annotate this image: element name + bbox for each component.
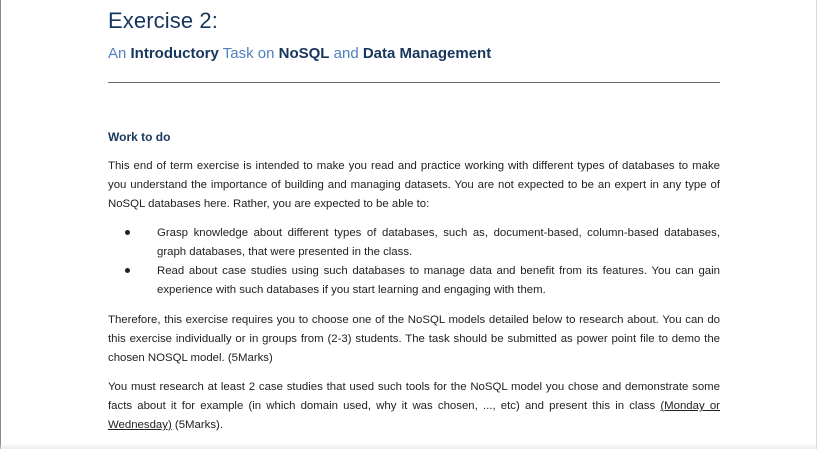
- list-item: [125, 262, 720, 300]
- exercise-title: Exercise 2:: [108, 8, 218, 33]
- page-bottom-shadow: [0, 443, 817, 449]
- horizontal-rule: [108, 82, 720, 83]
- case-study-text: You must research at least 2 case studies that used such tools for the NoSQL model you chose and demonstrate some facts about it for example (in which domain used, why it was chosen, ..., etc) and present this in class: [108, 381, 720, 412]
- subtitle-part-3: Task on: [218, 45, 279, 62]
- subtitle-part-6: Data Management: [362, 45, 492, 62]
- subtitle-part-1: An: [108, 45, 131, 62]
- subtitle-part-5: and: [329, 45, 363, 62]
- bullet-icon: [125, 230, 130, 235]
- page-left-edge: [0, 0, 1, 449]
- list-item: [125, 224, 720, 262]
- list-item-text: Read about case studies using such databases to manage data and benefit from its features. You can gain experience with such databases if you start learning and engaging with them.: [157, 265, 720, 296]
- case-study-paragraph: [108, 378, 720, 435]
- intro-paragraph: This end of term exercise is intended to make you read and practice working with different types of databases to make you understand the importance of building and managing datasets. You are not expected to be an expert in any type of NoSQL databases here. Rather, you are expected to be able to:: [108, 160, 720, 210]
- list-item-text: Grasp knowledge about different types of databases, such as, document-based, column-based databases, graph databases, that were presented in the class.: [157, 227, 720, 258]
- subtitle-part-2: Introductory: [130, 45, 219, 62]
- case-study-marks: (5Marks).: [171, 419, 224, 431]
- presentation-days: (Monday or Wednesday): [108, 400, 720, 431]
- section-heading: Work to do: [108, 130, 171, 144]
- subtitle-part-4: NoSQL: [278, 45, 330, 62]
- task-paragraph: Therefore, this exercise requires you to choose one of the NoSQL models detailed below to research about. You can do this exercise individually or in groups from (2-3) students. The task should be submitted as power point file to demo the chosen NOSQL model. (5Marks): [108, 314, 720, 364]
- objectives-list: [125, 224, 720, 300]
- exercise-subtitle: [108, 45, 491, 62]
- bullet-icon: [125, 268, 130, 273]
